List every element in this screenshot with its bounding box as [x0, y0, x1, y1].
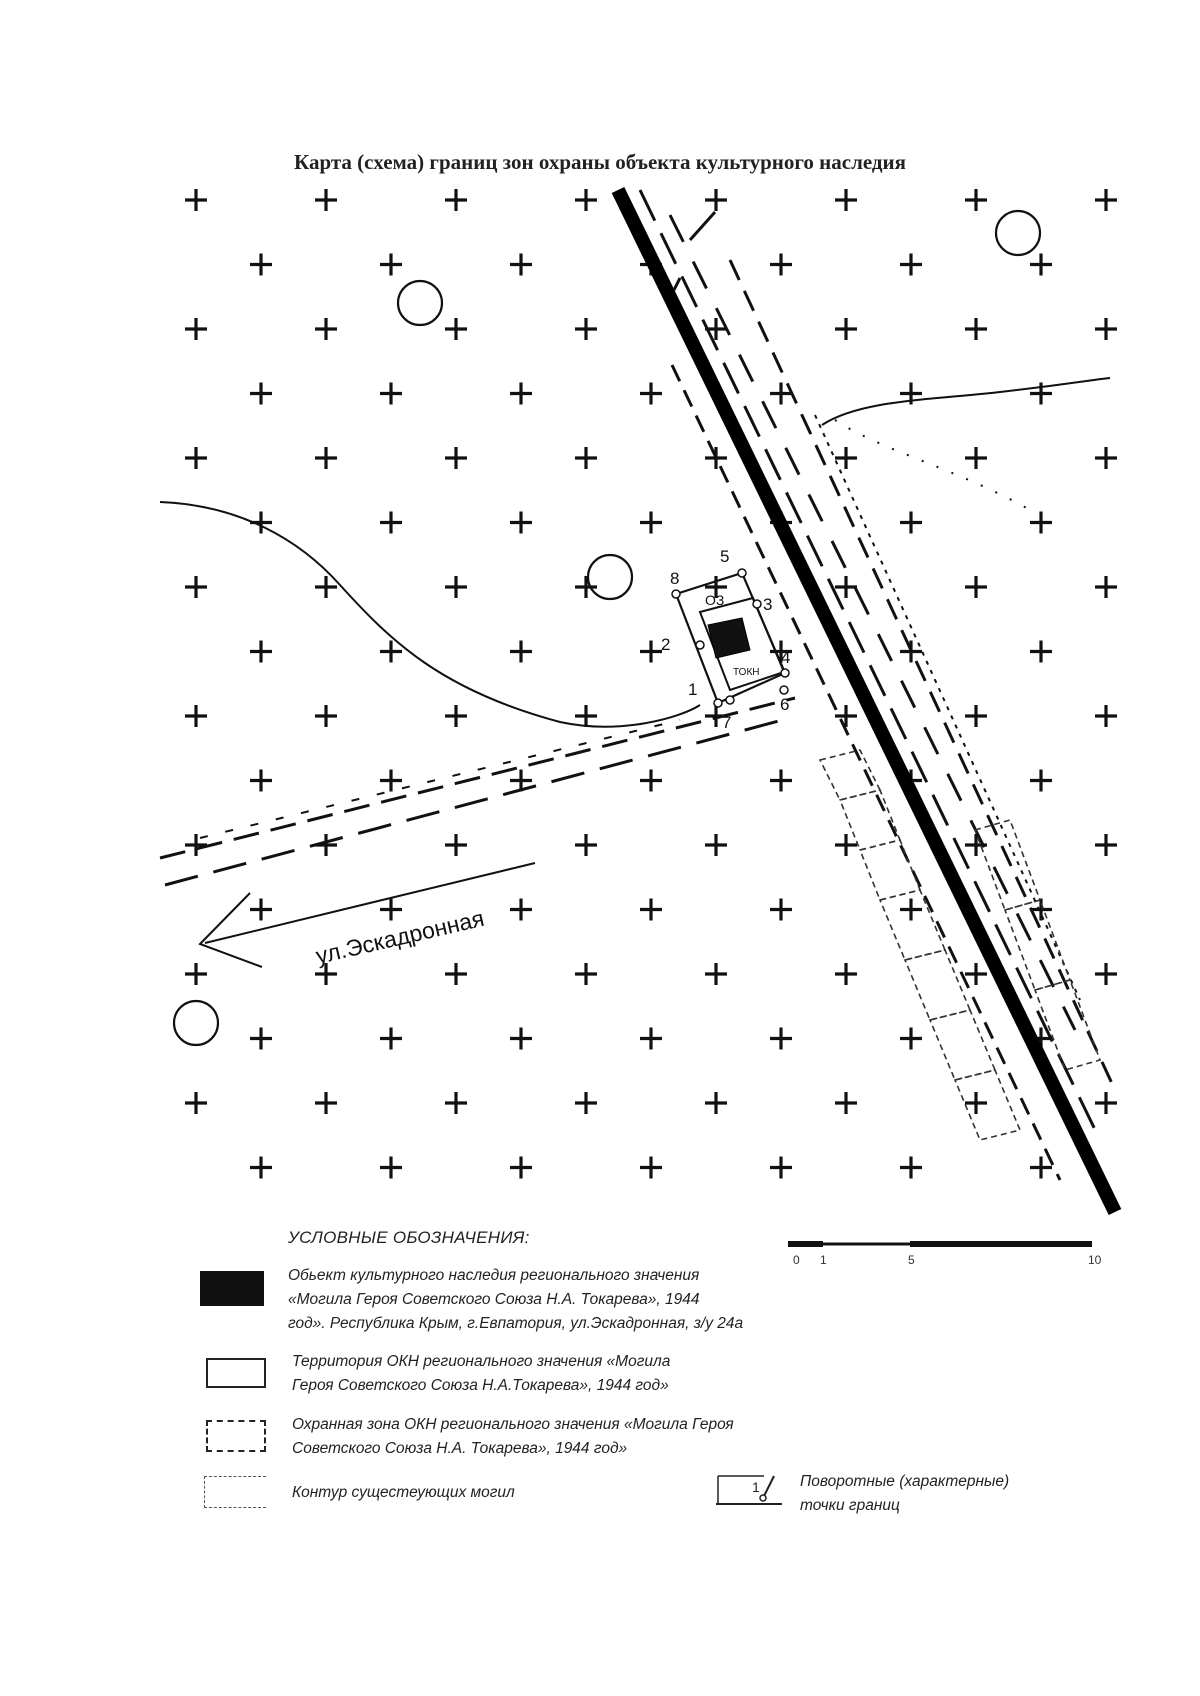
turning-point-label-2: 2: [661, 635, 671, 654]
grid-cross: [705, 963, 727, 985]
legend-heading: УСЛОВНЫЕ ОБОЗНАЧЕНИЯ:: [288, 1228, 530, 1247]
grid-cross: [445, 318, 467, 340]
grid-cross: [1095, 318, 1117, 340]
grid-cross: [640, 770, 662, 792]
grid-cross: [250, 770, 272, 792]
scale-label-1: 1: [820, 1253, 827, 1267]
grid-cross: [445, 189, 467, 211]
grid-cross: [1030, 254, 1052, 276]
grid-cross: [315, 318, 337, 340]
grid-cross: [315, 1092, 337, 1114]
grid-cross: [900, 1157, 922, 1179]
grid-cross: [1095, 1092, 1117, 1114]
grid-cross: [445, 705, 467, 727]
zone-label: ОЗ: [705, 592, 725, 608]
legend-swatch-territory: [206, 1358, 266, 1388]
grid-cross: [510, 641, 532, 663]
grid-cross: [640, 641, 662, 663]
legend-item-graves: Контур сущестеующих могил: [292, 1484, 515, 1501]
grid-cross: [1030, 512, 1052, 534]
grid-cross: [315, 705, 337, 727]
grid-cross: [250, 641, 272, 663]
grid-cross: [445, 834, 467, 856]
scale-label-0: 0: [793, 1253, 800, 1267]
circle-marker: [174, 1001, 218, 1045]
dotted-line-northeast: [835, 420, 1030, 510]
heritage-object: [708, 618, 750, 658]
grid-cross: [510, 1028, 532, 1050]
grid-cross: [315, 189, 337, 211]
grid-cross: [835, 1092, 857, 1114]
grid-cross: [835, 834, 857, 856]
legend-swatch-protection-zone: [206, 1420, 266, 1452]
grid-cross: [510, 383, 532, 405]
grid-cross: [640, 899, 662, 921]
grid-cross: [900, 512, 922, 534]
grid-cross: [315, 447, 337, 469]
grid-cross: [770, 899, 792, 921]
grid-cross: [445, 447, 467, 469]
grid-cross: [770, 1028, 792, 1050]
grid-cross: [575, 318, 597, 340]
grid-cross: [835, 963, 857, 985]
grid-crosses: [185, 189, 1117, 1179]
grid-cross: [1095, 705, 1117, 727]
grid-cross: [575, 963, 597, 985]
turning-point-label-3: 3: [763, 595, 773, 614]
grid-cross: [835, 576, 857, 598]
grid-cross: [510, 899, 532, 921]
legend-item-protection-zone: Охранная зона ОКН регионального значения «Могила Героя Советского Союза Н.А. Токарева», 1944 год»: [292, 1416, 734, 1457]
legend-swatch-graves: [204, 1476, 266, 1508]
grid-cross: [835, 318, 857, 340]
grid-cross: [1030, 770, 1052, 792]
grid-cross: [770, 1157, 792, 1179]
grid-cross: [770, 254, 792, 276]
turning-point-label-5: 5: [720, 547, 730, 566]
turning-point-label-4: 4: [781, 648, 791, 667]
grid-cross: [640, 383, 662, 405]
map-title: Карта (схема) границ зон охраны объекта культурного наследия: [294, 150, 906, 174]
circle-marker: [996, 211, 1040, 255]
grid-cross: [510, 512, 532, 534]
contour-line-northeast: [822, 378, 1110, 425]
grid-cross: [380, 254, 402, 276]
grid-cross: [380, 383, 402, 405]
legend-swatch-turning-label: 1: [752, 1479, 760, 1495]
grid-cross: [1095, 963, 1117, 985]
grid-cross: [1030, 641, 1052, 663]
contour-line-west: [160, 502, 700, 727]
grid-cross: [380, 1157, 402, 1179]
grid-cross: [770, 770, 792, 792]
turning-point-label-8: 8: [670, 569, 680, 588]
grid-cross: [1095, 834, 1117, 856]
road-mark: [690, 212, 715, 240]
legend-swatch-turning-points: [714, 1470, 784, 1510]
grid-cross: [835, 189, 857, 211]
grid-cross: [185, 576, 207, 598]
grid-cross: [965, 963, 987, 985]
grid-cross: [705, 189, 727, 211]
grid-cross: [185, 189, 207, 211]
grid-cross: [575, 834, 597, 856]
grid-cross: [250, 383, 272, 405]
grid-cross: [185, 1092, 207, 1114]
grid-cross: [510, 1157, 532, 1179]
grid-cross: [380, 899, 402, 921]
grid-cross: [185, 447, 207, 469]
grid-cross: [380, 512, 402, 534]
grid-cross: [965, 447, 987, 469]
grid-cross: [900, 899, 922, 921]
grid-cross: [250, 1157, 272, 1179]
road-mark: [674, 278, 680, 290]
grid-cross: [445, 1092, 467, 1114]
grid-cross: [640, 1028, 662, 1050]
grid-cross: [640, 1157, 662, 1179]
grid-cross: [250, 899, 272, 921]
scale-label-5: 5: [908, 1253, 915, 1267]
grid-cross: [835, 705, 857, 727]
circle-marker: [588, 555, 632, 599]
grid-cross: [1095, 447, 1117, 469]
grid-cross: [185, 963, 207, 985]
grid-cross: [445, 576, 467, 598]
scale-label-10: 10: [1088, 1253, 1102, 1267]
grid-cross: [1095, 189, 1117, 211]
circle-marker: [398, 281, 442, 325]
grid-cross: [1030, 1157, 1052, 1179]
grid-cross: [445, 963, 467, 985]
grid-cross: [900, 254, 922, 276]
grid-cross: [510, 254, 532, 276]
turning-point-label-6: 6: [780, 695, 790, 714]
grid-cross: [380, 1028, 402, 1050]
legend-item-object: Обьект культурного наследия регионального значения «Могила Героя Советского Союза Н.А. Токарева», 1944 год». Республика Крым, г.Евпатория, ул.Эскадронная, з/у 24а: [288, 1267, 744, 1332]
grid-cross: [575, 705, 597, 727]
grid-cross: [250, 254, 272, 276]
grid-cross: [250, 1028, 272, 1050]
grid-cross: [1095, 576, 1117, 598]
grid-cross: [640, 512, 662, 534]
grid-cross: [575, 447, 597, 469]
grid-cross: [900, 1028, 922, 1050]
road-main-line: [618, 190, 1115, 1212]
grid-cross: [705, 447, 727, 469]
grid-cross: [965, 1092, 987, 1114]
grid-cross: [965, 189, 987, 211]
grid-cross: [575, 1092, 597, 1114]
grid-cross: [965, 705, 987, 727]
grid-cross: [835, 447, 857, 469]
grid-cross: [575, 189, 597, 211]
grid-cross: [185, 705, 207, 727]
grid-cross: [965, 318, 987, 340]
legend-item-turning-points: Поворотные (характерные) точки границ: [800, 1473, 1010, 1514]
legend-swatch-object: [200, 1271, 264, 1306]
turning-point-label-1: 1: [688, 680, 698, 699]
territory-label: ТОКН: [733, 667, 760, 678]
grid-cross: [705, 1092, 727, 1114]
grid-cross: [185, 318, 207, 340]
turning-point-label-7: 7: [722, 713, 732, 732]
grid-cross: [705, 834, 727, 856]
grid-cross: [380, 770, 402, 792]
grid-cross: [965, 576, 987, 598]
street-label: ул.Эскадронная: [313, 904, 487, 969]
street-dashed-lines: [160, 698, 795, 885]
grid-cross: [575, 576, 597, 598]
legend-item-territory: Территория ОКН регионального значения «Могила Героя Советского Союза Н.А.Токарева», 1944 год»: [292, 1353, 671, 1394]
